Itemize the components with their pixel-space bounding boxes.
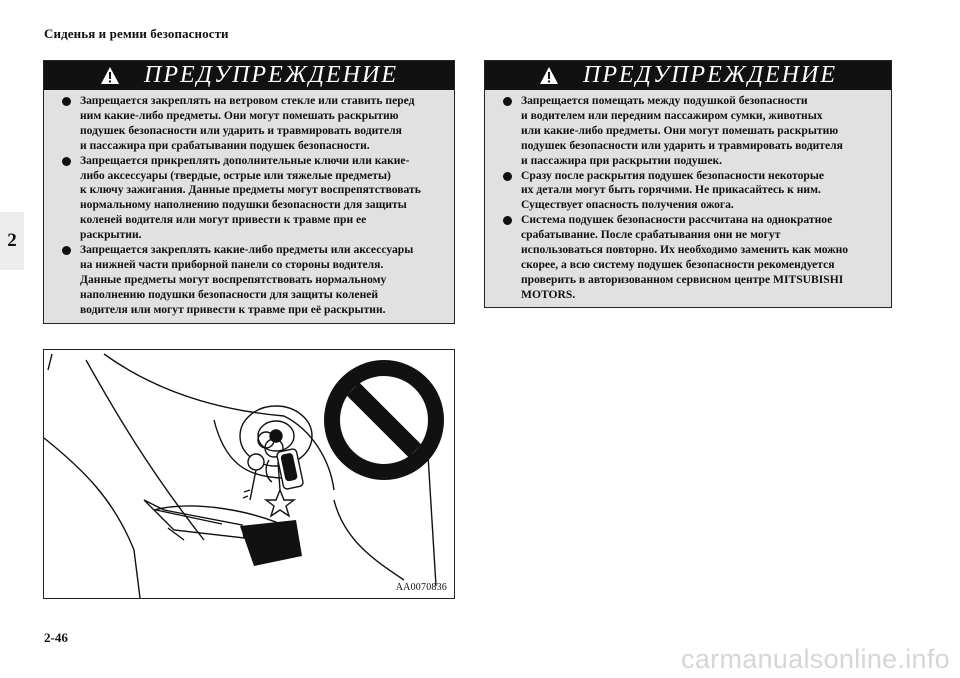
warning-item — [62, 243, 446, 318]
warning-item-text: Запрещается закреплять какие-либо предметы или аксессуары на нижней части приборной панели со стороны водителя. Данные предметы могут воспрепятствовать нормальному наполнению подушки безопасности для защиты коленей водителя или могут привести к травме при её раскрытии. — [80, 243, 414, 316]
bullet-icon — [503, 97, 512, 106]
warning-item — [503, 213, 883, 302]
bullet-icon — [62, 97, 71, 106]
bullet-icon — [62, 246, 71, 255]
warning-box-right — [484, 60, 892, 308]
warning-item — [503, 169, 883, 214]
warning-triangle-icon — [100, 66, 120, 85]
warning-title-text: ПРЕДУПРЕЖДЕНИЕ — [144, 62, 398, 88]
illustration-code: AA0070836 — [395, 582, 447, 593]
warning-title-bar — [485, 61, 891, 90]
warning-item-text: Запрещается прикреплять дополнительные ключи или какие- либо аксессуары (твердые, острые или тяжелые предметы) к ключу зажигания. Данные предметы могут воспрепятствовать нормальному наполнению подушки безопасности для защиты коленей водителя или могут привести к травме при ее раскрытии. — [80, 153, 421, 242]
warning-item-text: Система подушек безопасности рассчитана на однократное срабатывание. После срабатывания они не могут использоваться повторно. Их необходимо заменить как можно скорее, а всю систему подушек безопасности рекомендуется проверить в авторизованном сервисном центре MITSUBISHI MOTORS. — [521, 213, 849, 301]
dashboard-drawing — [44, 350, 454, 598]
page-header-title: Сиденья и ремни безопасности — [44, 26, 229, 41]
key-ring-icon — [243, 432, 304, 516]
warning-list — [44, 90, 454, 318]
ignition-key-illustration — [43, 349, 455, 599]
bullet-icon — [503, 216, 512, 225]
site-watermark: carmanualsonline.info — [681, 644, 950, 674]
no-entry-icon — [324, 360, 444, 480]
warning-item — [62, 154, 446, 243]
bullet-icon — [503, 172, 512, 181]
warning-triangle-icon — [539, 66, 559, 85]
bullet-icon — [62, 157, 71, 166]
accessory-tag-shape — [240, 520, 302, 566]
warning-title-text: ПРЕДУПРЕЖДЕНИЕ — [583, 62, 837, 88]
warning-item-text: Запрещается закреплять на ветровом стекле или ставить перед ним какие-либо предметы. Они могут помешать раскрытию подушек безопасности или ударить и травмировать водителя и пассажира при срабатывании подушек безопасности. — [80, 94, 415, 152]
warning-item — [503, 94, 883, 169]
warning-item-text: Запрещается помещать между подушкой безопасности и водителем или передним пассажиром сумки, животных или какие-либо предметы. Они могут помешать раскрытию подушек безопасности или ударить и травмировать водителя и пассажира при раскрытии подушек. — [521, 94, 843, 167]
warning-list — [485, 90, 891, 303]
chapter-number: 2 — [7, 230, 17, 251]
warning-box-left — [43, 60, 455, 324]
warning-item — [62, 94, 446, 154]
chapter-tab — [0, 212, 24, 270]
warning-item-text: Сразу после раскрытия подушек безопасности некоторые их детали могут быть горячими. Не прикасайтесь к ним. Существует опасность получения ожога. — [521, 168, 825, 212]
page-number: 2-46 — [44, 630, 68, 645]
warning-title-bar — [44, 61, 454, 90]
